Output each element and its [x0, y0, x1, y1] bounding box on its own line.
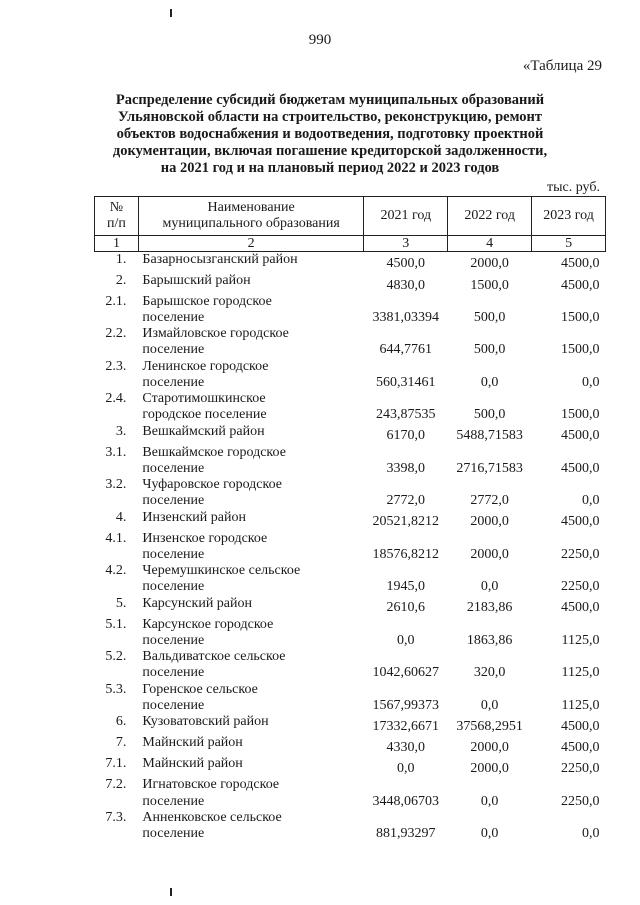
- row-number: 5.1.: [105, 616, 127, 632]
- header-municipality-line: Наименование: [207, 200, 295, 215]
- value-2022: 1863,86: [466, 632, 513, 648]
- subsidies-table: [94, 196, 606, 842]
- municipality-name-line: поселение: [142, 665, 205, 681]
- municipality-name: [138, 359, 363, 391]
- row-number: 5.: [115, 595, 127, 611]
- row-number: 1.: [115, 252, 127, 267]
- value-2023: 1125,0: [561, 665, 600, 681]
- value-2021: 4330,0: [386, 740, 426, 756]
- value-2022: 320,0: [473, 665, 506, 681]
- table-row: [95, 563, 606, 595]
- row-number: 2.3.: [105, 358, 127, 374]
- value-2022: 2000,0: [470, 761, 509, 777]
- table-row: [95, 424, 606, 445]
- value-2021: 1945,0: [386, 579, 426, 595]
- row-number: 2.: [115, 272, 127, 288]
- header-year-2022: 2022 год: [448, 197, 532, 236]
- table-row: [95, 273, 606, 294]
- municipality-name: [138, 445, 363, 477]
- value-2021: 644,7761: [379, 342, 433, 358]
- municipality-name: [138, 273, 363, 294]
- value-2023: 4500,0: [561, 718, 600, 734]
- municipality-name-line: городское поселение: [142, 407, 267, 423]
- unit-label: тыс. руб.: [547, 180, 600, 195]
- row-number: 4.: [115, 509, 127, 525]
- row-number: 3.1.: [105, 444, 127, 460]
- row-number: 6.: [115, 713, 127, 729]
- table-row: [95, 252, 606, 273]
- table-row: [95, 756, 606, 777]
- top-margin-mark: [170, 9, 172, 17]
- municipality-name-line: Вешкаймский район: [142, 423, 265, 439]
- value-2021: 2610,6: [386, 600, 426, 616]
- row-number: 7.1.: [105, 756, 127, 772]
- municipality-name-line: поселение: [142, 579, 205, 595]
- table-row: [95, 391, 606, 423]
- value-2022: 2000,0: [470, 256, 509, 272]
- municipality-name-line: Измайловское городское: [142, 326, 289, 342]
- value-2021: 1042,60627: [372, 665, 440, 681]
- row-number: 7.3.: [105, 809, 127, 825]
- municipality-name-line: поселение: [142, 493, 205, 509]
- value-2022: 2772,0: [470, 493, 509, 509]
- header-municipality-line: муниципального образования: [162, 216, 340, 231]
- municipality-name-line: Кузоватовский район: [142, 713, 269, 729]
- value-2022: 500,0: [473, 310, 506, 326]
- value-2021: 17332,6671: [372, 718, 440, 734]
- column-index-row: [95, 236, 606, 252]
- value-2023: 2250,0: [561, 793, 600, 809]
- value-2023: 1125,0: [561, 632, 600, 648]
- value-2022: 2000,0: [470, 546, 509, 562]
- column-index: 3: [364, 236, 448, 252]
- value-2023: 1125,0: [561, 697, 600, 713]
- header-year-2023: 2023 год: [532, 197, 606, 236]
- value-2022: 500,0: [473, 407, 506, 423]
- value-2022: 2183,86: [466, 600, 513, 616]
- municipality-name-line: Майнский район: [142, 735, 243, 751]
- municipality-name-line: поселение: [142, 460, 205, 476]
- value-2022: 2000,0: [470, 740, 509, 756]
- municipality-name-line: Инзенское городское: [142, 530, 268, 546]
- value-2023: 0,0: [582, 826, 600, 842]
- value-2022: 2000,0: [470, 514, 509, 530]
- row-number: 5.2.: [105, 649, 127, 665]
- municipality-name: [138, 326, 363, 358]
- row-number: 4.2.: [105, 563, 127, 579]
- municipality-name-line: Инзенский район: [142, 509, 246, 525]
- table-row: [95, 617, 606, 649]
- municipality-name-line: поселение: [142, 310, 205, 326]
- column-index: 2: [138, 236, 363, 252]
- row-number: 5.3.: [105, 681, 127, 697]
- value-2021: 20521,8212: [372, 514, 440, 530]
- title-line: Распределение субсидий бюджетам муниципальных образований: [115, 92, 545, 108]
- table-row: [95, 445, 606, 477]
- municipality-name-line: поселение: [142, 793, 205, 809]
- table-row: [95, 359, 606, 391]
- table-row: [95, 777, 606, 809]
- municipality-name-line: Вальдиватское сельское: [142, 649, 286, 665]
- row-number: 2.2.: [105, 326, 127, 342]
- value-2021: 3448,06703: [372, 793, 440, 809]
- municipality-name-line: Горенское сельское: [142, 681, 258, 697]
- municipality-name: [138, 531, 363, 563]
- value-2022: 0,0: [480, 826, 499, 842]
- municipality-name-line: поселение: [142, 826, 205, 842]
- value-2022: 0,0: [480, 579, 499, 595]
- value-2023: 4500,0: [561, 428, 600, 444]
- table-row: [95, 649, 606, 681]
- value-2021: 4500,0: [386, 256, 426, 272]
- table-row: [95, 596, 606, 617]
- row-number: 2.4.: [105, 391, 127, 407]
- table-header-row: [95, 197, 606, 236]
- value-2021: 4830,0: [386, 277, 426, 293]
- value-2022: 0,0: [480, 793, 499, 809]
- value-2023: 2250,0: [561, 761, 600, 777]
- row-number: 2.1.: [105, 293, 127, 309]
- value-2023: 1500,0: [561, 407, 600, 423]
- table-row: [95, 510, 606, 531]
- value-2023: 1500,0: [561, 310, 600, 326]
- title-line: объектов водоснабжения и водоотведения, подготовку проектной: [116, 126, 544, 142]
- bottom-margin-mark: [170, 888, 172, 896]
- value-2022: 0,0: [480, 697, 499, 713]
- municipality-name-line: поселение: [142, 697, 205, 713]
- municipality-name-line: Черемушкинское сельское: [142, 563, 301, 579]
- municipality-name: [138, 424, 363, 445]
- value-2023: 1500,0: [561, 342, 600, 358]
- row-number: 4.1.: [105, 530, 127, 546]
- table-reference: «Таблица 29: [522, 58, 602, 74]
- table-row: [95, 531, 606, 563]
- table-row: [95, 810, 606, 842]
- value-2021: 881,93297: [376, 826, 436, 842]
- municipality-name-line: Вешкаймское городское: [142, 444, 286, 460]
- value-2021: 18576,8212: [372, 546, 440, 562]
- municipality-name: [138, 510, 363, 531]
- value-2021: 0,0: [397, 761, 415, 777]
- municipality-name: [138, 714, 363, 735]
- value-2021: 3381,03394: [372, 310, 440, 326]
- value-2022: 0,0: [480, 374, 499, 390]
- municipality-name-line: Карсунское городское: [142, 616, 274, 632]
- table-body: [95, 252, 606, 843]
- table-row: [95, 294, 606, 326]
- municipality-name-line: Барышское городское: [142, 293, 272, 309]
- value-2023: 4500,0: [561, 460, 600, 476]
- row-number: 7.: [115, 735, 127, 751]
- municipality-name-line: Старотимошкинское: [142, 391, 266, 407]
- value-2023: 4500,0: [561, 600, 600, 616]
- municipality-name-line: поселение: [142, 374, 205, 390]
- municipality-name: [138, 252, 363, 273]
- value-2023: 2250,0: [561, 579, 600, 595]
- title-line: на 2021 год и на плановый период 2022 и 2023 годов: [160, 160, 500, 176]
- header-number-line: п/п: [107, 216, 126, 231]
- value-2023: 0,0: [582, 493, 600, 509]
- municipality-name: [138, 477, 363, 509]
- column-index: 5: [532, 236, 606, 252]
- value-2022: 37568,2951: [456, 718, 523, 734]
- table-row: [95, 326, 606, 358]
- value-2021: 1567,99373: [372, 697, 440, 713]
- row-number: 7.2.: [105, 777, 127, 793]
- header-number-line: №: [109, 200, 124, 215]
- municipality-name-line: Анненковское сельское: [142, 809, 282, 825]
- municipality-name: [138, 649, 363, 681]
- municipality-name-line: Чуфаровское городское: [142, 477, 282, 493]
- title-line: Ульяновской области на строительство, реконструкцию, ремонт: [117, 109, 542, 125]
- column-index: 1: [95, 236, 139, 252]
- value-2021: 2772,0: [386, 493, 426, 509]
- municipality-name-line: Игнатовское городское: [142, 777, 280, 793]
- municipality-name: [138, 682, 363, 714]
- table-row: [95, 735, 606, 756]
- value-2021: 243,87535: [376, 407, 436, 423]
- table-row: [95, 714, 606, 735]
- value-2023: 4500,0: [561, 740, 600, 756]
- value-2022: 1500,0: [470, 277, 509, 293]
- title-line: документации, включая погашение кредиторской задолженности,: [112, 143, 548, 159]
- municipality-name: [138, 777, 363, 809]
- value-2023: 4500,0: [561, 277, 600, 293]
- value-2022: 2716,71583: [456, 460, 523, 476]
- header-number: [95, 197, 139, 236]
- municipality-name: [138, 617, 363, 649]
- value-2023: 2250,0: [561, 546, 600, 562]
- municipality-name: [138, 294, 363, 326]
- municipality-name: [138, 810, 363, 842]
- municipality-name: [138, 391, 363, 423]
- value-2021: 3398,0: [386, 460, 426, 476]
- table-row: [95, 477, 606, 509]
- table-row: [95, 682, 606, 714]
- document-title: [110, 92, 550, 177]
- value-2021: 560,31461: [376, 374, 436, 390]
- header-municipality: [138, 197, 363, 236]
- municipality-name: [138, 563, 363, 595]
- value-2023: 0,0: [582, 374, 600, 390]
- municipality-name: [138, 756, 363, 777]
- municipality-name-line: Майнский район: [142, 756, 243, 772]
- municipality-name-line: Ленинское городское: [142, 358, 269, 374]
- row-number: 3.2.: [105, 477, 127, 493]
- value-2021: 6170,0: [386, 428, 426, 444]
- municipality-name-line: поселение: [142, 632, 205, 648]
- value-2023: 4500,0: [561, 256, 600, 272]
- header-year-2021: 2021 год: [364, 197, 448, 236]
- value-2022: 5488,71583: [456, 428, 523, 444]
- municipality-name-line: Карсунский район: [142, 595, 253, 611]
- municipality-name-line: Базарносызганский район: [142, 252, 298, 267]
- municipality-name-line: поселение: [142, 546, 205, 562]
- value-2022: 500,0: [473, 342, 506, 358]
- municipality-name: [138, 735, 363, 756]
- value-2021: 0,0: [397, 632, 415, 648]
- page-number: 990: [308, 32, 332, 48]
- column-index: 4: [448, 236, 532, 252]
- municipality-name-line: поселение: [142, 342, 205, 358]
- municipality-name: [138, 596, 363, 617]
- municipality-name-line: Барышский район: [142, 272, 251, 288]
- row-number: 3.: [115, 423, 127, 439]
- value-2023: 4500,0: [561, 514, 600, 530]
